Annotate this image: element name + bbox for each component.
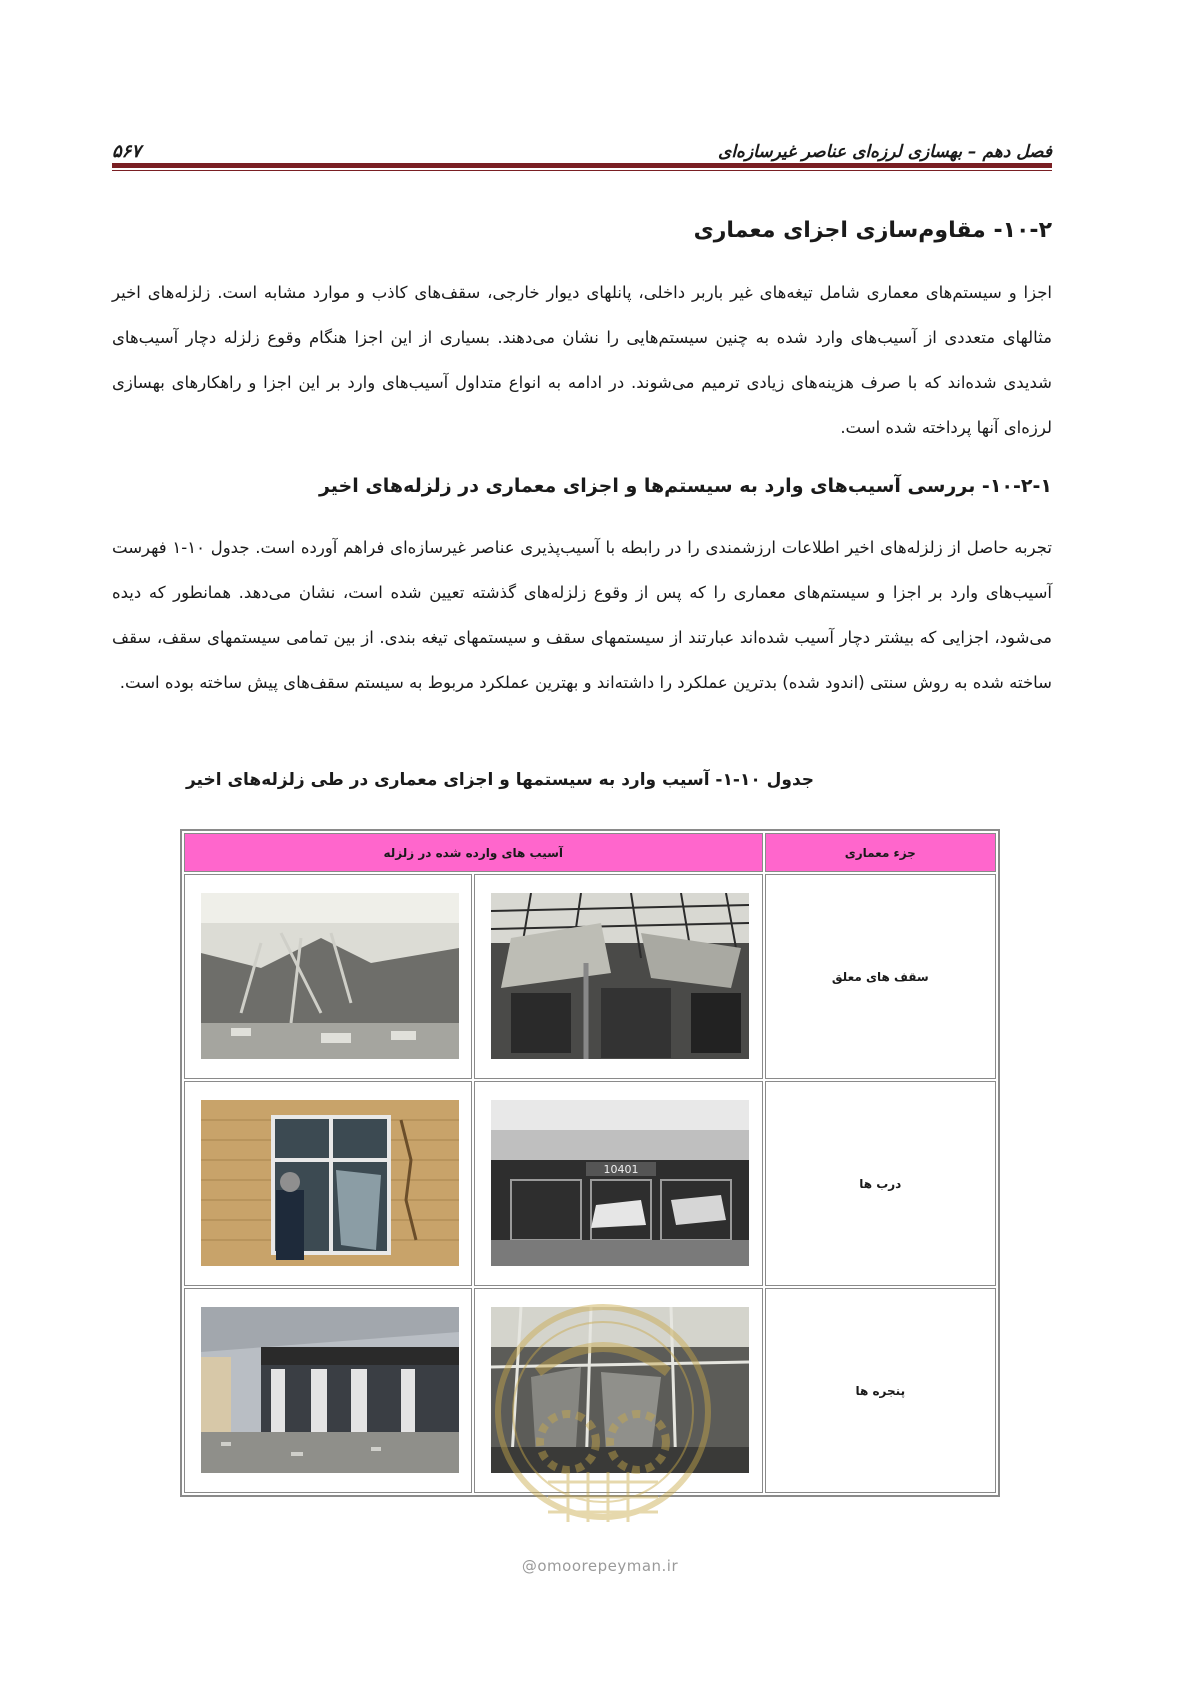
- fallen-ceiling-debris-photo: [201, 893, 459, 1059]
- element-label: سقف های معلق: [765, 874, 996, 1079]
- running-header: [112, 128, 1052, 162]
- publisher-seal-watermark: [488, 1292, 718, 1552]
- section-paragraph: اجزا و سیستم‌های معماری شامل تیغه‌های غیر باربر داخلی، پانلهای دیوار خارجی، سقف‌های کاذب و موارد مشابه است. زلزله‌های اخیر مثالهای متعددی از آسیب‌های وارد شده به چنین سیستم‌هایی را نشان می‌دهند. بسیاری از این اجزا هنگام وقوع زلزله دچار آسیب‌های شدیدی شده‌اند که با صرف هزینه‌های زیادی ترمیم می‌شوند. در ادامه به انواع متداول آسیب‌های وارد بر این اجزا و راهکارهای بهسازی لرزه‌ای آنها پرداخته شده است.: [112, 283, 1052, 437]
- section-heading: ۱۰-۲- مقاوم‌سازی اجزای معماری: [693, 218, 1052, 243]
- damaged-storefront-doors-photo: [491, 1100, 749, 1266]
- header-rule-thick: [112, 163, 1052, 168]
- table-row: [184, 874, 996, 1079]
- page-number: ۵۶۷: [112, 141, 142, 162]
- table-header-row: [184, 833, 996, 872]
- collapsed-ceiling-grid-photo: [491, 893, 749, 1059]
- subsection-heading: ۱۰-۲-۱- بررسی آسیب‌های وارد به سیستم‌ها و اجزای معماری در زلزله‌های اخیر: [318, 475, 1052, 497]
- watermark-url: @omoorepeyman.ir: [521, 1557, 679, 1575]
- element-label: پنجره ها: [765, 1288, 996, 1493]
- running-title: فصل دهم – بهسازی لرزه‌ای عناصر غیرسازه‌ای: [718, 142, 1052, 162]
- broken-storefront-windows-photo: [201, 1307, 459, 1473]
- table-caption: جدول ۱۰-۱- آسیب وارد به سیستمها و اجزای معماری در طی زلزله‌های اخیر: [185, 770, 815, 790]
- building-number-sign: 10401: [603, 1163, 639, 1176]
- element-label: درب ها: [765, 1081, 996, 1286]
- header-rule-thin: [112, 170, 1052, 171]
- header-element: جزء معماری: [765, 833, 996, 872]
- header-damage: آسیب های وارده شده در زلزله: [184, 833, 763, 872]
- brick-wall-broken-door-photo: [201, 1100, 459, 1266]
- subsection-paragraph: تجربه حاصل از زلزله‌های اخیر اطلاعات ارزشمندی را در رابطه با آسیب‌پذیری عناصر غیرسازه‌ای فراهم آورده است. جدول ۱۰-۱ فهرست آسیب‌های وارد بر اجزا و سیستم‌های معماری را که پس از وقوع زلزله‌های گذشته تعیین شده است، نشان می‌دهد. همانطور که دیده می‌شود، اجزایی که بیشتر دچار آسیب شده‌اند عبارتند از سیستمهای سقف و سیستمهای تیغه بندی. از بین تمامی سیستمهای سقف، سقف ساخته شده به روش سنتی (اندود شده) بدترین عملکرد را داشته‌اند و بهترین عملکرد مربوط به سیستم سقف‌های پیش ساخته بوده است.: [112, 538, 1052, 692]
- table-row: [184, 1081, 996, 1286]
